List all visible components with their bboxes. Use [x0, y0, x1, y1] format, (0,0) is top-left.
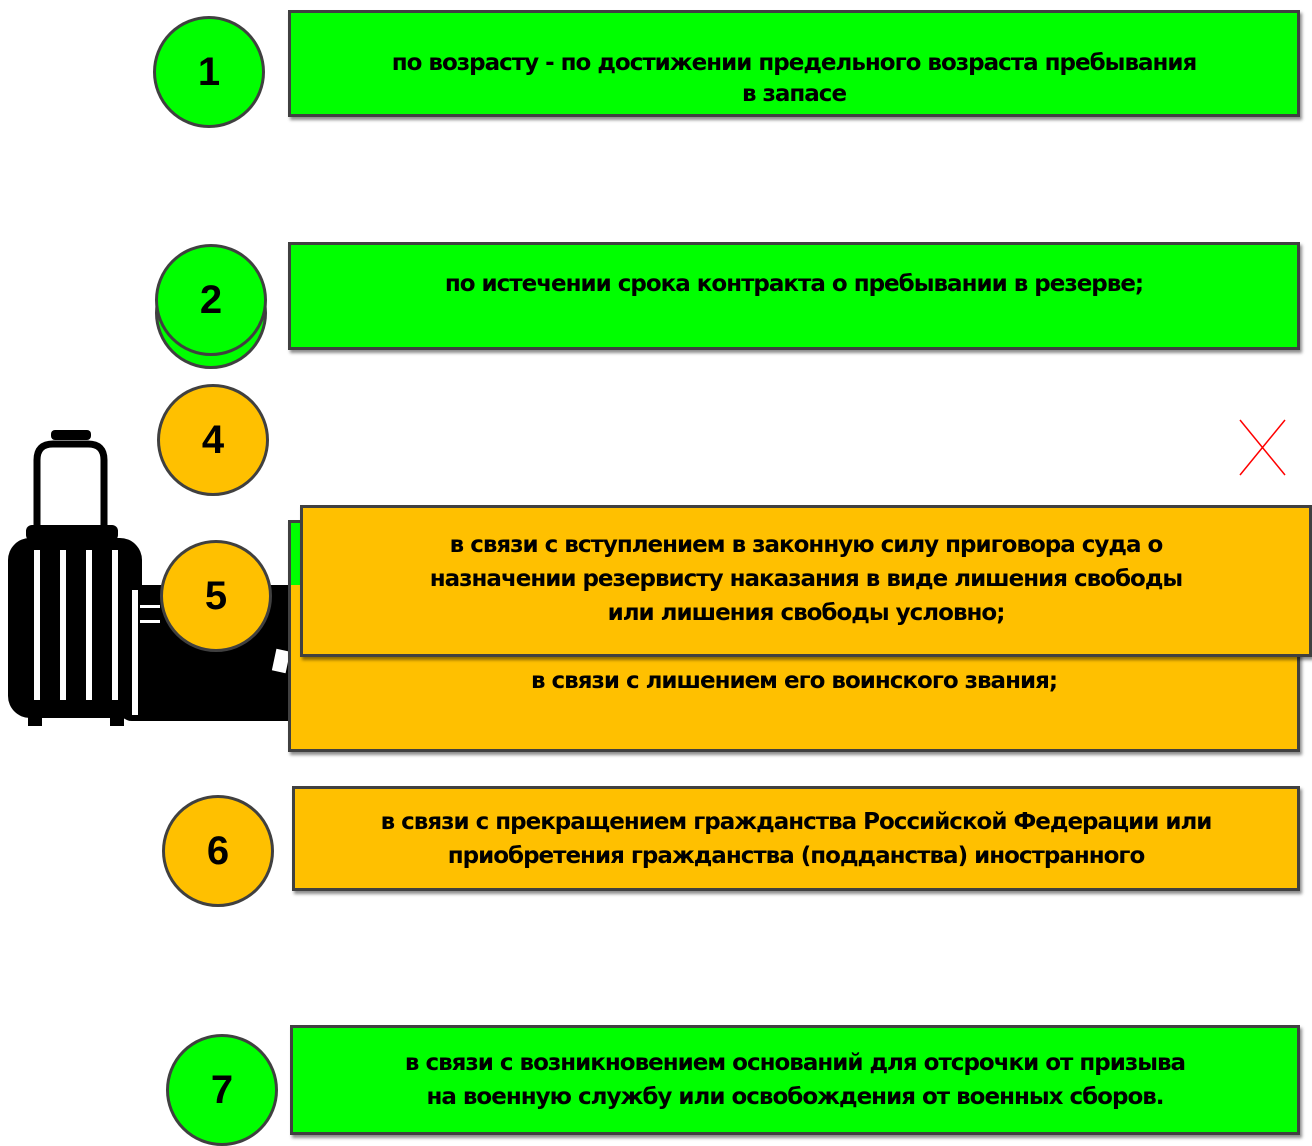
number-badge-4 [157, 384, 269, 496]
reason-5-box [300, 505, 1312, 657]
reason-1-box [288, 10, 1300, 117]
reason-5-line-2: назначении резервисту наказания в виде лишения свободы [429, 566, 1183, 592]
reason-7-line-1: в связи с возникновением оснований для отсрочки от призыва [404, 1050, 1186, 1076]
number-badge-2 [155, 244, 267, 356]
number-2-label: 2 [199, 277, 223, 322]
reason-4-text: в связи с лишением его воинского звания; [530, 668, 1058, 694]
reason-2-box [288, 242, 1300, 350]
reason-7-line-2: на военную службу или освобождения от военных сборов. [426, 1084, 1164, 1110]
reason-1-text: по возрасту - по достижении предельного возраста пребывания [391, 50, 1197, 76]
reason-4-green-edge [291, 523, 300, 585]
close-x-icon[interactable] [1238, 418, 1288, 478]
number-badge-7 [166, 1034, 278, 1146]
reason-2-text: по истечении срока контракта о пребывании в резерве; [444, 271, 1144, 297]
number-6-label: 6 [206, 828, 230, 873]
number-badge-1 [153, 16, 265, 128]
reason-6-box [292, 786, 1300, 891]
reason-5-line-1: в связи с вступлением в законную силу приговора суда о [449, 532, 1163, 558]
reason-1-text-cut: в запасе [741, 81, 847, 107]
number-5-label: 5 [204, 573, 228, 618]
number-badge-6 [162, 795, 274, 907]
number-4-label: 4 [201, 417, 225, 462]
reason-6-line-1: в связи с прекращением гражданства Российской Федерации или [380, 809, 1212, 835]
number-1-label: 1 [197, 49, 221, 94]
reason-6-line-2: приобретения гражданства (подданства) иностранного [447, 843, 1145, 869]
number-badge-5 [160, 540, 272, 652]
reason-7-box [290, 1025, 1300, 1135]
number-7-label: 7 [210, 1067, 234, 1112]
reason-5-line-3: или лишения свободы условно; [607, 600, 1005, 626]
